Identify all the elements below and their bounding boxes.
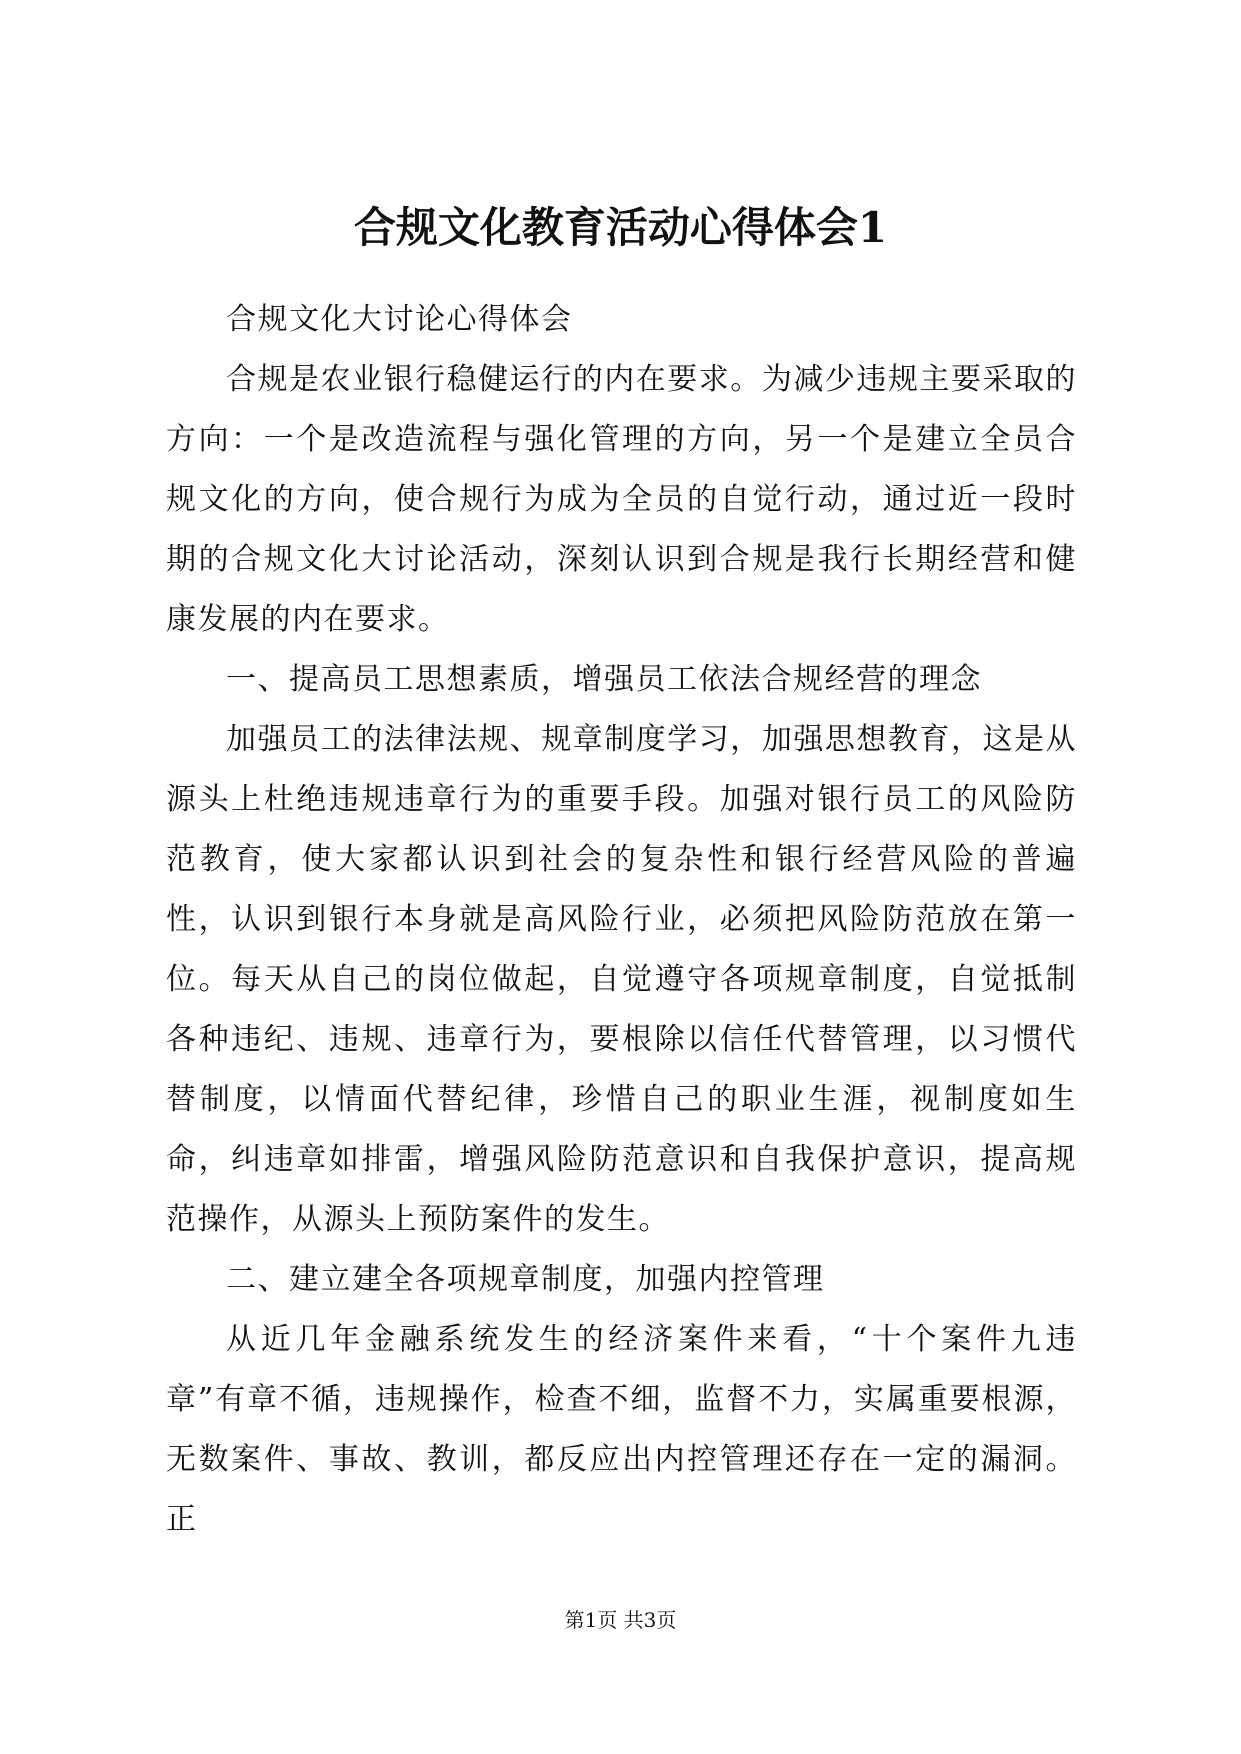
document-body	[166, 290, 1077, 1550]
paragraph-subtitle: 合规文化大讨论心得体会	[226, 302, 573, 337]
paragraph-intro: 合规是农业银行稳健运行的内在要求。为减少违规主要采取的方向：一个是改造流程与强化管理的方向，另一个是建立全员合规文化的方向，使合规行为成为全员的自觉行动，通过近一段时期的合规文化大讨论活动，深刻认识到合规是我行长期经营和健康发展的内在要求。	[166, 362, 1077, 637]
paragraph-section-1: 加强员工的法律法规、规章制度学习，加强思想教育，这是从源头上杜绝违规违章行为的重要手段。加强对银行员工的风险防范教育，使大家都认识到社会的复杂性和银行经营风险的普遍性，认识到银行本身就是高风险行业，必须把风险防范放在第一位。每天从自己的岗位做起，自觉遵守各项规章制度，自觉抵制各种违纪、违规、违章行为，要根除以信任代替管理，以习惯代替制度，以情面代替纪律，珍惜自己的职业生涯，视制度如生命，纠违章如排雷，增强风险防范意识和自我保护意识，提高规范操作，从源头上预防案件的发生。	[166, 722, 1077, 1237]
document-title: 合规文化教育活动心得体会1	[353, 203, 888, 252]
paragraph-section-2: 从近几年金融系统发生的经济案件来看，“十个案件九违章”有章不循，违规操作，检查不细，监督不力，实属重要根源，无数案件、事故、教训，都反应出内控管理还存在一定的漏洞。正	[166, 1322, 1077, 1537]
page-footer: 第1页 共3页	[564, 1608, 677, 1632]
section-heading-2: 二、建立建全各项规章制度，加强内控管理	[226, 1262, 825, 1297]
section-heading-1: 一、提高员工思想素质，增强员工依法合规经营的理念	[226, 662, 982, 697]
